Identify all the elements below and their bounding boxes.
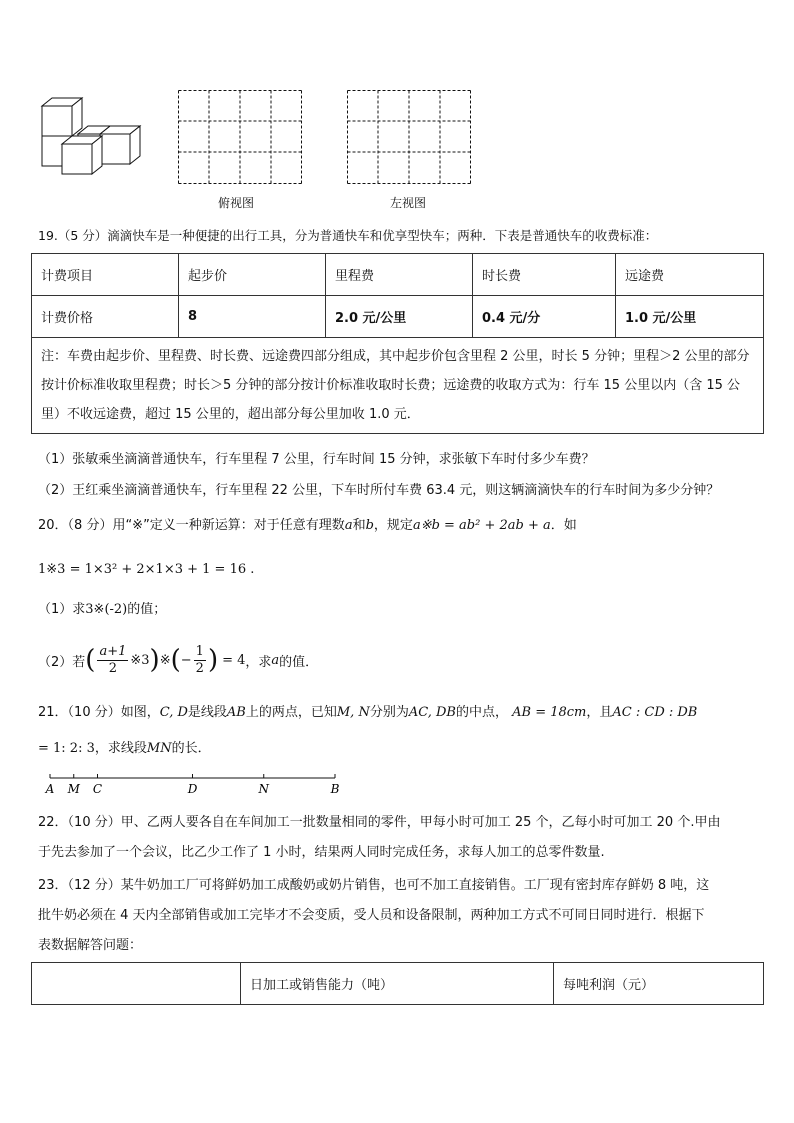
fee-price-start: 8	[179, 296, 326, 338]
segment-label-a: A	[45, 782, 55, 796]
fee-col-long: 远途费	[616, 254, 764, 296]
segment-diagram	[40, 770, 350, 798]
fee-col-time: 时长费	[473, 254, 616, 296]
q22-line1: 22．（10 分）甲、乙两人要各自在车间加工一批数量相同的零件，甲每小时可加工 25 个，乙每小时可加工 20 个.甲由	[38, 815, 721, 830]
left-view-grid[interactable]	[347, 90, 471, 184]
q23-line2: 批牛奶必须在 4 天内全部销售或加工完毕才不会变质，受人员和设备限制，两种加工方式不可同日同时进行．根据下	[38, 908, 705, 923]
q21-c: 分别为	[369, 705, 409, 720]
top-view-grid[interactable]	[178, 90, 302, 184]
fee-note: 注：车费由起步价、里程费、时长费、远途费四部分组成，其中起步价包含里程 2 公里，时长 5 分钟；里程＞2 公里的部分按计价标准收取里程费；时长＞5 分钟的部分按计价标准收取时长费；远途费的收取方式为：行车 15 公里以内（含 15 公里）不收远途费，超过 15 公里的，超出部分每公里加收 1.0 元．	[32, 338, 764, 434]
q22-line2: 于先去参加了一个会议，比乙少工作了 1 小时，结果两人同时完成任务，求每人加工的总零件数量.	[38, 845, 605, 860]
fee-price-long: 1.0 元/公里	[616, 296, 764, 338]
cube-figure	[38, 96, 142, 176]
q23-line1: 23．（12 分）某牛奶加工厂可将鲜奶加工成酸奶或奶片销售，也可不加工直接销售。工厂现有密封库存鲜奶 8 吨，这	[38, 878, 710, 893]
fee-table-price-row	[32, 296, 764, 338]
q21-line1	[38, 703, 697, 723]
q20-var-b: b	[365, 518, 374, 533]
q20-sub2-pre: （2）若	[38, 654, 86, 670]
q20-sub2-line: （2）若 ( $\frac{a+1}{2}$ ※3 ) ※ ( − $\frac{1}{2}$ ) = 4 ，求 a 的值．	[38, 643, 319, 676]
q20-sub2-num: a+1	[99, 643, 127, 659]
q20-sub1-expr: 3※(-2)	[85, 602, 128, 617]
q20-example: 1※3 = 1×3² + 2×1×3 + 1 = 16 .	[38, 562, 255, 577]
q20-sub1-line	[38, 600, 166, 620]
q20-intro-line	[38, 516, 577, 536]
q20-sub2-mid: ※3	[130, 652, 150, 668]
q21-ab: AB	[226, 705, 246, 720]
q20-sub1-post: 的值；	[127, 602, 167, 617]
q21-ab-len: AB = 18cm	[512, 705, 587, 720]
q23-table-header-row	[32, 963, 764, 1005]
q20-and: 和	[352, 518, 366, 533]
q23-line3: 表数据解答问题：	[38, 938, 143, 953]
q19-header: 19.（5 分）滴滴快车是一种便捷的出行工具，分为普通快车和优享型快车；两种．下表是普通快车的收费标准：	[38, 228, 658, 243]
q21-line2-tail: 的长．	[171, 741, 211, 756]
q21-line2	[38, 739, 211, 759]
q21-ratio-pre: AC : CD : DB	[612, 705, 698, 720]
q21-b: 上的两点，已知	[245, 705, 337, 720]
q21-line2-post: ，求线段	[94, 741, 147, 756]
q21-pre: 21．（10 分）如图，	[38, 705, 160, 720]
q20-sub2-fden: 2	[195, 660, 204, 676]
q20-sub2-frac2	[194, 644, 206, 677]
q20-intro: 20．（8 分）用“※”定义一种新运算：对于任意有理数	[38, 518, 345, 533]
q20-formula: a※b = ab² + 2ab + a	[412, 518, 551, 533]
q21-a: 是线段	[187, 705, 227, 720]
segment-label-m: M	[67, 782, 80, 796]
q20-sub2-fnum: 1	[195, 643, 204, 659]
q20-sub2-eq: = 4	[222, 652, 246, 668]
fee-price-mileage: 2.0 元/公里	[326, 296, 473, 338]
q20-sub2-var: a	[271, 652, 280, 668]
fee-price-label: 计费价格	[32, 296, 179, 338]
fee-table-note-row	[32, 338, 764, 434]
q20-var-a: a	[344, 518, 353, 533]
q21-acdb: AC, DB	[408, 705, 456, 720]
q23-col-empty	[32, 963, 241, 1005]
segment-label-c: C	[92, 782, 103, 796]
q20-rule-tail: ．如	[550, 518, 577, 533]
q23-table	[31, 962, 764, 1005]
left-view-caption: 左视图	[390, 196, 427, 210]
top-view-caption: 俯视图	[218, 196, 255, 210]
q20-sub1-pre: （1）求	[38, 602, 86, 617]
q23-col-profit: 每吨利润（元）	[554, 963, 764, 1005]
fee-table	[31, 253, 764, 434]
q21-d: 的中点，	[455, 705, 508, 720]
q20-sub2-tail: 的值．	[279, 654, 319, 670]
q23-col-capacity: 日加工或销售能力（吨）	[241, 963, 554, 1005]
q19-sub2: （2）王红乘坐滴滴普通快车，行车里程 22 公里，下车时所付车费 63.4 元，则这辆滴滴快车的行车时间为多少分钟？	[38, 483, 720, 498]
q21-mn: M, N	[336, 705, 370, 720]
segment-label-d: D	[187, 782, 198, 796]
q20-sub2-frac	[97, 644, 128, 677]
q20-rule: ，规定	[373, 518, 413, 533]
q21-cd: C, D	[159, 705, 188, 720]
q20-sub2-neg: −	[180, 652, 192, 668]
fee-table-header-row	[32, 254, 764, 296]
fee-col-mileage: 里程费	[326, 254, 473, 296]
q21-ratio-post: = 1: 2: 3	[38, 741, 95, 756]
fee-price-time: 0.4 元/分	[473, 296, 616, 338]
fee-col-item: 计费项目	[32, 254, 179, 296]
q21-mn2: MN	[146, 741, 172, 756]
fee-col-start: 起步价	[179, 254, 326, 296]
q20-sub2-op: ※	[159, 652, 171, 668]
segment-label-n: N	[258, 782, 269, 796]
q20-sub2-den: 2	[108, 660, 118, 676]
q20-sub2-post: ，求	[245, 654, 272, 670]
q19-sub1: （1）张敏乘坐滴滴普通快车，行车里程 7 公里，行车时间 15 分钟，求张敏下车时付多少车费？	[38, 452, 595, 467]
segment-label-b: B	[330, 782, 340, 796]
q21-e: ，且	[586, 705, 613, 720]
